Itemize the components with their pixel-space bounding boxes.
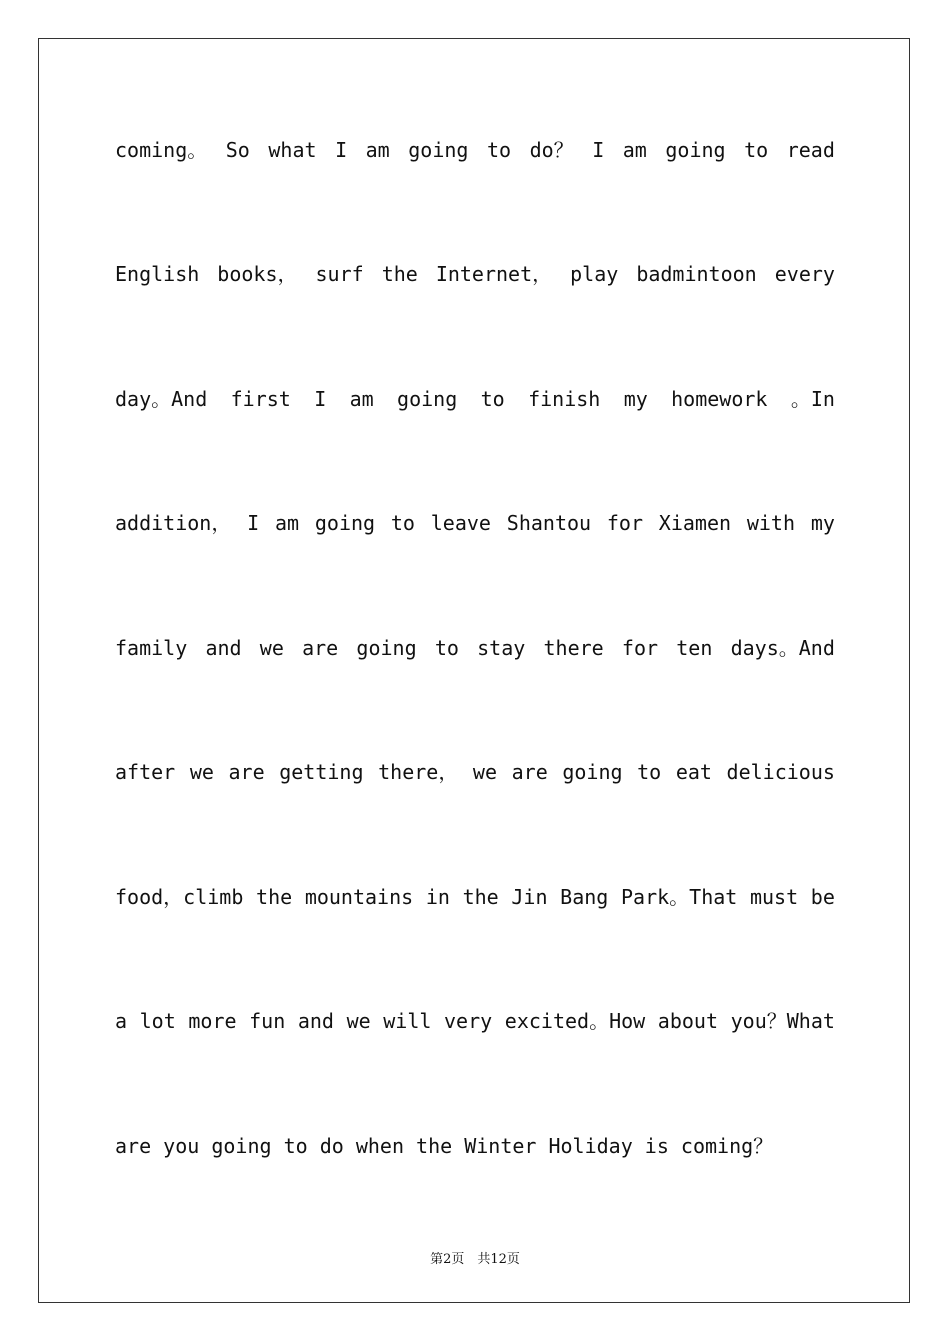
text-line-5: family and we are going to stay there for ten days。And xyxy=(115,636,835,660)
text-line-7: food，climb the mountains in the Jin Bang Park。That must be xyxy=(115,885,835,909)
text-line-4: addition， I am going to leave Shantou for Xiamen with my xyxy=(115,511,835,535)
page-border xyxy=(38,38,910,1303)
text-line-8: a lot more fun and we will very excited。How about you？What xyxy=(115,1009,835,1033)
text-line-3: day。And first I am going to finish my homework 。In xyxy=(115,387,835,411)
text-line-9: are you going to do when the Winter Holiday is coming？ xyxy=(115,1134,774,1158)
text-line-2: English books， surf the Internet， play badmintoon every xyxy=(115,262,835,286)
page-number-footer: 第2页 共12页 xyxy=(430,1252,520,1267)
text-line-1: coming。 So what I am going to do？ I am going to read xyxy=(115,138,835,162)
text-line-6: after we are getting there， we are going to eat delicious xyxy=(115,760,835,784)
